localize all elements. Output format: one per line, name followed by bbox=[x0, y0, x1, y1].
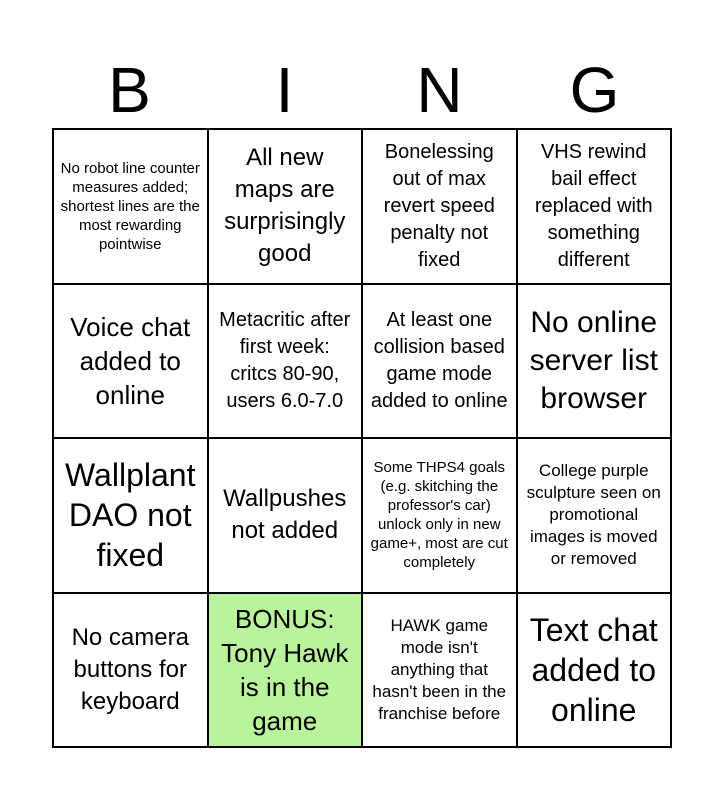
bingo-header bbox=[52, 52, 672, 128]
bingo-cell[interactable] bbox=[517, 129, 672, 284]
bingo-cell[interactable] bbox=[53, 129, 208, 284]
bingo-cell[interactable] bbox=[517, 593, 672, 748]
cell-text: Bonelessing out of max revert speed penalty not fixed bbox=[383, 140, 495, 271]
header-letter-i: I bbox=[275, 54, 294, 126]
bingo-cell[interactable] bbox=[208, 284, 363, 439]
cell-text: College purple sculpture seen on promotional images is moved or removed bbox=[526, 461, 661, 569]
cell-text: Voice chat added to online bbox=[70, 311, 191, 410]
header-letter-g: G bbox=[569, 54, 620, 126]
bingo-cell[interactable] bbox=[53, 438, 208, 593]
header-letter-b: B bbox=[108, 54, 151, 126]
bingo-cell[interactable] bbox=[53, 284, 208, 439]
bingo-cell[interactable] bbox=[362, 284, 517, 439]
bingo-cell-free[interactable] bbox=[208, 593, 363, 748]
bingo-board bbox=[52, 128, 672, 748]
bingo-cell[interactable] bbox=[362, 438, 517, 593]
cell-text: At least one collision based game mode added to online bbox=[370, 308, 508, 412]
cell-text: Some THPS4 goals (e.g. skitching the professor's car) unlock only in new game+, most are cut completely bbox=[370, 459, 508, 572]
cell-text: Wallplant DAO not fixed bbox=[65, 457, 196, 574]
cell-text: No camera buttons for keyboard bbox=[71, 623, 189, 715]
bingo-cell[interactable] bbox=[362, 593, 517, 748]
bingo-cell[interactable] bbox=[208, 129, 363, 284]
bingo-cell[interactable] bbox=[362, 129, 517, 284]
bingo-cell[interactable] bbox=[53, 593, 208, 748]
cell-text: Metacritic after first week: critcs 80-90, users 6.0-7.0 bbox=[219, 308, 351, 412]
cell-text: Wallpushes not added bbox=[223, 485, 347, 545]
cell-text: All new maps are surprisingly good bbox=[224, 144, 346, 268]
cell-text: BONUS: Tony Hawk is in the game bbox=[221, 603, 349, 736]
bingo-cell[interactable] bbox=[517, 284, 672, 439]
cell-text: No robot line counter measures added; shortest lines are the most rewarding pointwise bbox=[60, 159, 200, 253]
cell-text: Text chat added to online bbox=[529, 611, 658, 728]
bingo-cell[interactable] bbox=[517, 438, 672, 593]
cell-text: No online server list browser bbox=[529, 305, 658, 415]
header-letter-n: N bbox=[416, 54, 463, 126]
cell-text: VHS rewind bail effect replaced with something different bbox=[534, 140, 653, 271]
bingo-cell[interactable] bbox=[208, 438, 363, 593]
cell-text: HAWK game mode isn't anything that hasn't been in the franchise before bbox=[372, 615, 507, 723]
